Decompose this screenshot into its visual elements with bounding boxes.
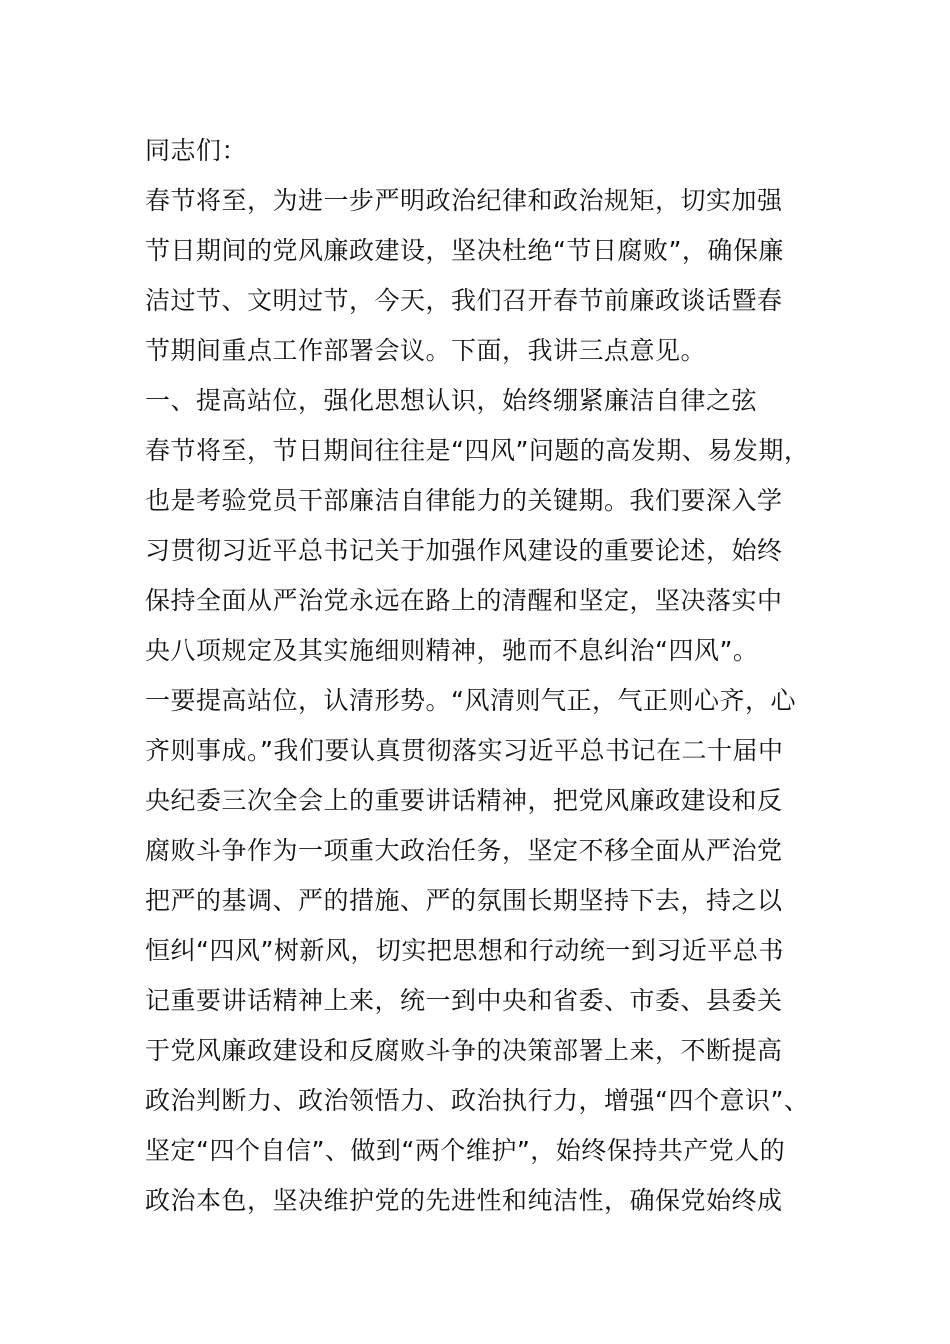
text-line: 春节将至，节日期间往往是“四风”问题的高发期、易发期，: [145, 436, 810, 465]
text-line: 节期间重点工作部署会议。下面，我讲三点意见。: [145, 336, 707, 365]
text-line: 把严的基调、严的措施、严的氛围长期坚持下去，持之以: [145, 886, 783, 915]
text-line: 春节将至，为进一步严明政治纪律和政治规矩，切实加强: [145, 186, 783, 215]
text-line: 央纪委三次全会上的重要讲话精神，把党风廉政建设和反: [145, 786, 783, 815]
text-line: 于党风廉政建设和反腐败斗争的决策部署上来，不断提高: [145, 1036, 783, 1065]
text-line: 央八项规定及其实施细则精神，驰而不息纠治“四风”。: [145, 636, 759, 665]
text-line: 政治判断力、政治领悟力、政治执行力，增强“四个意识”、: [145, 1086, 810, 1115]
document-body: [145, 126, 835, 1226]
text-line: 习贯彻习近平总书记关于加强作风建设的重要论述，始终: [145, 536, 783, 565]
text-line: 政治本色，坚决维护党的先进性和纯洁性，确保党始终成: [145, 1186, 783, 1215]
text-line: 保持全面从严治党永远在路上的清醒和坚定，坚决落实中: [145, 586, 783, 615]
text-line: 齐则事成。”我们要认真贯彻落实习近平总书记在二十届中: [145, 736, 784, 765]
text-line: 记重要讲话精神上来，统一到中央和省委、市委、县委关: [145, 986, 783, 1015]
greeting-line: 同志们：: [145, 136, 248, 165]
text-line: 恒纠“四风”树新风，切实把思想和行动统一到习近平总书: [145, 936, 784, 965]
text-line: 洁过节、文明过节，今天，我们召开春节前廉政谈话暨春: [145, 286, 783, 315]
text-line: 一要提高站位，认清形势。“风清则气正，气正则心齐，心: [145, 686, 796, 715]
text-line: 坚定“四个自信”、做到“两个维护”，始终保持共产党人的: [145, 1136, 786, 1165]
text-line: 节日期间的党风廉政建设，坚决杜绝“节日腐败”，确保廉: [145, 236, 784, 265]
text-line: 也是考验党员干部廉洁自律能力的关键期。我们要深入学: [145, 486, 783, 515]
section-heading: 一、提高站位，强化思想认识，始终绷紧廉洁自律之弦: [145, 386, 758, 415]
text-line: 腐败斗争作为一项重大政治任务，坚定不移全面从严治党: [145, 836, 783, 865]
